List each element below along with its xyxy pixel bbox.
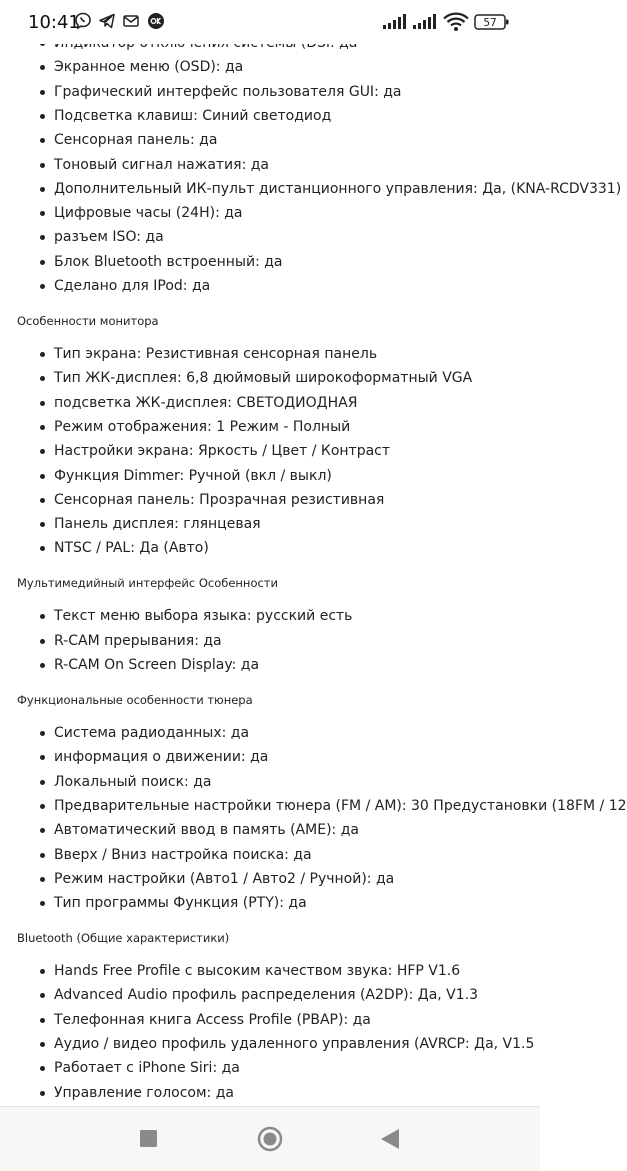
list-item xyxy=(42,986,478,1004)
signal-icon xyxy=(382,13,408,31)
list-item-text: Подсветка клавиш: Синий светодиод xyxy=(54,107,332,124)
list-item xyxy=(42,748,268,766)
list-item xyxy=(42,58,243,76)
list-item xyxy=(42,83,402,101)
list-item-text: Локальный поиск: да xyxy=(54,773,212,790)
navigation-bar xyxy=(0,1106,540,1171)
section-heading: Bluetooth (Общие характеристики) xyxy=(17,930,230,945)
status-time: 10:41 xyxy=(28,12,80,33)
list-item-text: информация о движении: да xyxy=(54,749,269,766)
list-item xyxy=(42,228,164,246)
list-item-text: Функция Dimmer: Ручной (вкл / выкл) xyxy=(54,467,332,484)
triangle-back-icon xyxy=(370,1121,410,1157)
list-item xyxy=(42,1084,234,1102)
list-item-text: Автоматический ввод в память (AME): да xyxy=(54,822,359,839)
list-item-text: Тип экрана: Резистивная сенсорная панель xyxy=(54,346,378,362)
list-item-text: Экранное меню (OSD): да xyxy=(54,59,244,76)
list-item xyxy=(42,1011,371,1029)
list-item xyxy=(42,418,350,436)
battery-icon xyxy=(474,13,510,31)
list-item xyxy=(42,491,384,509)
list-item-text: Система радиоданных: да xyxy=(54,725,250,741)
list-item-text: NTSC / PAL: Да (Авто) xyxy=(54,540,209,557)
list-item-text: Блок Bluetooth встроенный: да xyxy=(54,253,283,270)
list-item-text: Цифровые часы (24H): да xyxy=(54,205,243,222)
section-heading: Особенности монитора xyxy=(17,313,159,328)
list-item-text: Телефонная книга Access Profile (PBAP): да xyxy=(54,1011,371,1028)
list-item-text: Аудио / видео профиль удаленного управления (AVRCP: Да, V1.5 xyxy=(54,1036,535,1052)
list-item-text: Текст меню выбора языка: русский есть xyxy=(54,608,353,625)
list-item xyxy=(42,724,249,742)
list-item xyxy=(42,797,627,815)
list-item-text: Режим отображения: 1 Режим - Полный xyxy=(54,418,351,435)
list-item-text: Тип программы Функция (PTY): да xyxy=(54,895,307,912)
list-item-text: Advanced Audio профиль распределения (A2DP): Да, V1.3 xyxy=(54,987,479,1004)
list-item-text: R-CAM прерывания: да xyxy=(54,632,222,649)
list-item-text: Режим настройки (Авто1 / Авто2 / Ручной): да xyxy=(54,870,395,887)
list-item xyxy=(42,204,243,222)
list-item xyxy=(42,253,283,271)
battery-level: 57 xyxy=(483,17,497,30)
list-item xyxy=(42,277,210,295)
list-item-text: Графический интерфейс пользователя GUI: да xyxy=(54,83,402,100)
list-item-text: Работает с iPhone Siri: да xyxy=(54,1060,240,1077)
list-item xyxy=(42,515,261,533)
signal-icon-2 xyxy=(412,13,438,31)
list-item-text: Управление голосом: да xyxy=(54,1084,234,1101)
list-item xyxy=(42,107,331,125)
list-item-text: Сенсорная панель: да xyxy=(54,132,218,149)
list-item xyxy=(42,467,332,485)
list-item xyxy=(42,773,211,791)
list-item xyxy=(42,1059,240,1077)
document-content[interactable] xyxy=(0,28,627,1106)
section-heading: Функциональные особенности тюнера xyxy=(17,692,253,707)
list-item-text: Дополнительный ИК-пульт дистанционного управления: Да, (KNA-RCDV331) xyxy=(54,180,622,197)
list-item xyxy=(42,821,359,839)
list-item-text: R-CAM On Screen Display: да xyxy=(54,657,260,673)
list-item xyxy=(42,345,377,363)
list-item-text: Панель дисплея: глянцевая xyxy=(54,516,261,533)
list-item xyxy=(42,607,352,625)
home-button[interactable] xyxy=(250,1121,290,1157)
wifi-icon xyxy=(443,12,469,32)
list-item-text: разъем ISO: да xyxy=(54,229,164,246)
list-item xyxy=(42,1035,534,1053)
list-item-text: подсветка ЖК-дисплея: СВЕТОДИОДНАЯ xyxy=(54,394,358,411)
back-button[interactable] xyxy=(370,1121,410,1157)
circle-home-icon xyxy=(250,1121,290,1157)
list-item xyxy=(42,131,217,149)
list-item xyxy=(42,369,472,387)
list-item xyxy=(42,846,312,864)
square-icon xyxy=(128,1121,168,1157)
mail-icon xyxy=(122,12,140,30)
list-item xyxy=(42,156,269,174)
list-item-text: Сделано для IPod: да xyxy=(54,278,211,294)
section-heading: Мультимедийный интерфейс Особенности xyxy=(17,575,278,590)
list-item-text: Настройки экрана: Яркость / Цвет / Контраст xyxy=(54,443,391,460)
viber-icon xyxy=(74,12,92,30)
ok-app-icon xyxy=(146,12,166,30)
list-item xyxy=(42,539,209,557)
list-item xyxy=(42,394,357,412)
status-bar xyxy=(0,0,540,44)
list-item-text: Тип ЖК-дисплея: 6,8 дюймовый широкоформатный VGA xyxy=(54,370,473,387)
list-item xyxy=(42,894,307,912)
telegram-icon xyxy=(98,12,116,30)
list-item xyxy=(42,656,259,674)
list-item-text: Сенсорная панель: Прозрачная резистивная xyxy=(54,491,385,508)
list-item xyxy=(42,180,621,198)
list-item xyxy=(42,962,460,980)
list-item-text: Тоновый сигнал нажатия: да xyxy=(54,156,269,173)
list-item xyxy=(42,442,390,460)
list-item xyxy=(42,632,222,650)
list-item xyxy=(42,870,394,888)
list-item-text: Предварительные настройки тюнера (FM / AM): 30 Предустановки (18FM / 12 xyxy=(54,797,627,814)
list-item-text: Hands Free Profile с высоким качеством звука: HFP V1.6 xyxy=(54,963,461,980)
list-item-text: Вверх / Вниз настройка поиска: да xyxy=(54,846,312,863)
recents-button[interactable] xyxy=(128,1121,168,1157)
